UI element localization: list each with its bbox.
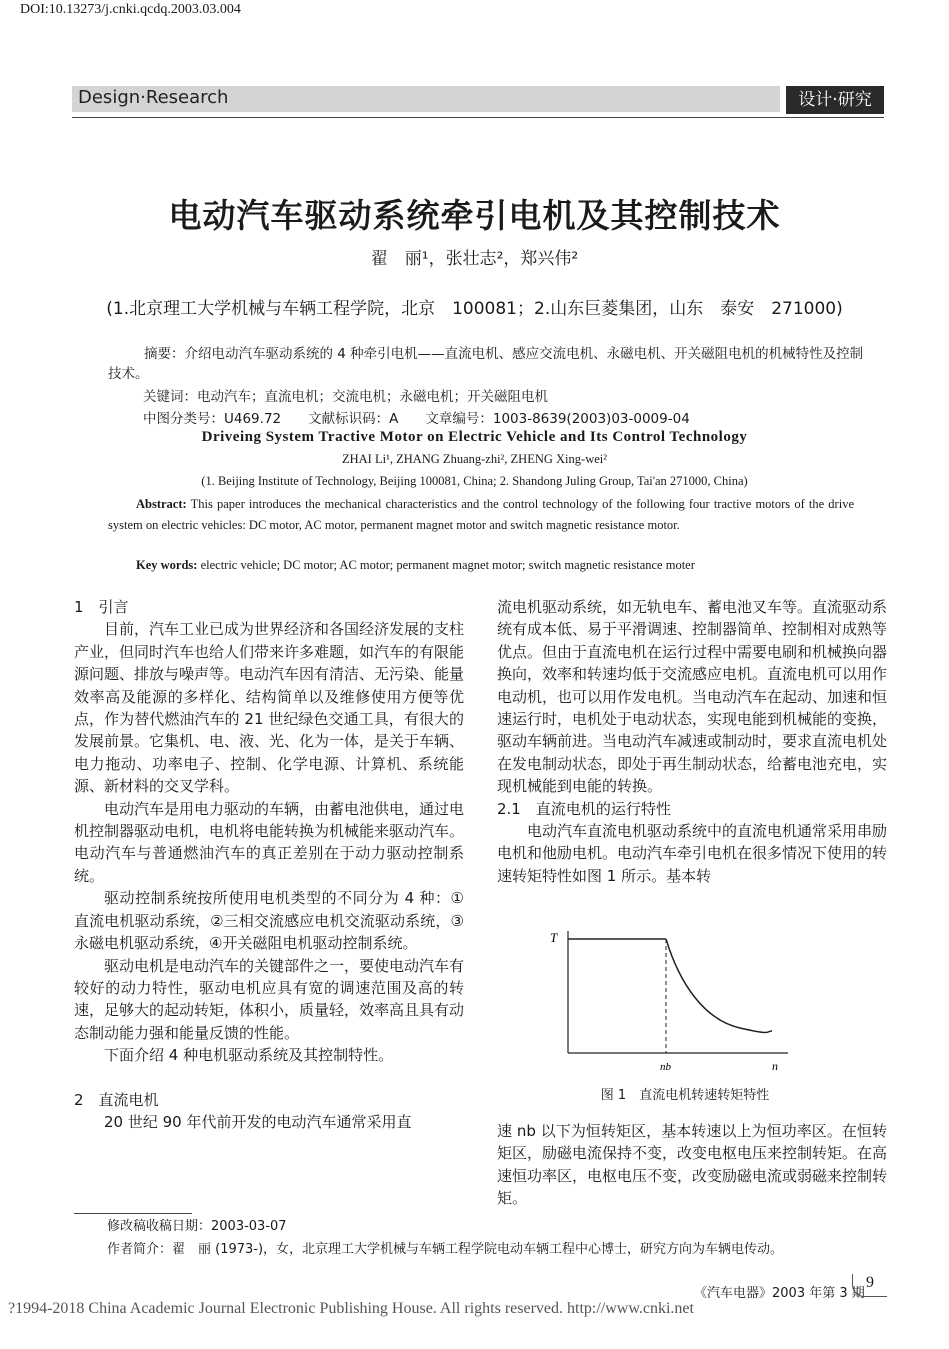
english-authors: ZHAI Li¹, ZHANG Zhuang-zhi², ZHENG Xing-wei² (341, 452, 607, 466)
paper-title: 电动汽车驱动系统牵引电机及其控制技术 (168, 196, 781, 235)
affiliation: (1.北京理工大学机械与车辆工程学院，北京 100081；2.山东巨菱集团，山东 泰安 271000) (106, 299, 843, 319)
english-keywords (136, 558, 695, 573)
classification: 中图分类号：U469.72 文献标识码：A 文章编号：1003-8639(2003)03-0009-04 (143, 411, 690, 427)
constant-power-curve (666, 939, 772, 1033)
authors: 翟 丽¹，张壮志²，郑兴伟² (370, 249, 579, 269)
figure-caption: 图 1 直流电机转速转矩特性 (600, 1088, 770, 1103)
header-section-en: Design·Research (78, 87, 229, 108)
footnote-divider (74, 1213, 192, 1214)
right-column (497, 596, 887, 887)
keywords-text: electric vehicle; DC motor; AC motor; permanent magnet motor; switch magnetic resistance moter (197, 558, 695, 572)
header-divider (72, 117, 884, 118)
paragraph: 20 世纪 90 年代前开发的电动汽车通常采用直 (104, 1112, 412, 1131)
paragraph: 驱动控制系统按所使用电机类型的不同分为 4 种：①直流电机驱动系统，②三相交流感应电机交流驱动系统，③永磁电机驱动系统，④开关磁阻电机驱动控制系统。 (74, 889, 464, 953)
english-affiliation: (1. Beijing Institute of Technology, Beijing 100081, China; 2. Shandong Juling Group, Tai'an 271000, China) (201, 474, 748, 488)
header-section-cn: 设计·研究 (786, 86, 884, 114)
doi-text: DOI:10.13273/j.cnki.qcdq.2003.03.004 (20, 2, 241, 17)
paragraph: 电动汽车是用电力驱动的车辆，由蓄电池供电，通过电机控制器驱动电机，电机将电能转换为机械能来驱动汽车。电动汽车与普通燃油汽车的真正差别在于动力驱动控制系统。 (74, 799, 465, 885)
left-column (74, 596, 464, 1133)
torque-speed-figure (540, 925, 800, 1075)
paragraph: 驱动电机是电动汽车的关键部件之一，要使电动汽车有较好的动力特性，驱动电机应具有宽的调速范围及高的转速，足够大的起动转矩，体积小，质量轻，效率高且具有动态制动能力强和能量反馈的性能。 (74, 956, 465, 1042)
page-number: 9 (852, 1274, 887, 1297)
english-abstract (108, 494, 854, 536)
right-column-continued (497, 1120, 887, 1210)
keywords-label: Key words: (136, 558, 198, 572)
nb-label: nb (660, 1061, 671, 1073)
footnote-bio: 作者简介：翟 丽 (1973-)，女，北京理工大学机械与车辆工程学院电动车辆工程中心博士，研究方向为车辆电传动。 (107, 1242, 784, 1257)
paragraph: 下面介绍 4 种电机驱动系统及其控制特性。 (104, 1046, 394, 1065)
section-heading-dc: 2 直流电机 (74, 1090, 159, 1109)
keywords-cn: 关键词：电动汽车；直流电机；交流电机；永磁电机；开关磁阻电机 (143, 389, 548, 405)
x-axis-label: n (772, 1059, 778, 1073)
paragraph: 流电机驱动系统，如无轨电车、蓄电池叉车等。直流驱动系统有成本低、易于平滑调速、控制器简单、控制相对成熟等优点。但由于直流电机在运行过程中需要电刷和机械换向器换向，效率和转速均低于交流感应电机。直流电机可以用作电动机，也可以用作发电机。当电动汽车在起动、加速和恒速运行时，电机处于电动状态，实现电能到机械能的变换，驱动车辆前进。当电动汽车减速或制动时，要求直流电机处在发电制动状态，即处于再生制动状态，给蓄电池充电，实现机械能到电能的转换。 (497, 598, 888, 796)
abstract-label: Abstract: (136, 497, 187, 511)
paragraph: 电动汽车直流电机驱动系统中的直流电机通常采用串励电机和他励电机。电动汽车牵引电机在很多情况下使用的转速转矩特性如图 1 所示。基本转 (497, 822, 888, 885)
section-heading-intro: 1 引言 (74, 598, 129, 616)
y-axis-label: T (550, 930, 558, 945)
paragraph: 速 nb 以下为恒转矩区，基本转速以上为恒功率区。在恒转矩区，励磁电流保持不变，改变电枢电压来控制转矩。在高速恒功率区，电枢电压不变，改变励磁电流或弱磁来控制转矩。 (497, 1122, 888, 1208)
journal-issue: 《汽车电器》2003 年第 3 期 (694, 1286, 865, 1301)
english-title: Driveing System Tractive Motor on Electric Vehicle and Its Control Technology (201, 429, 748, 445)
paragraph: 目前，汽车工业已成为世界经济和各国经济发展的支柱产业，但同时汽车也给人们带来许多难题，如汽车的有限能源问题、排放与噪声等。电动汽车因有清洁、无污染、能量效率高及能源的多样化、结构简单以及维修使用方便等优点，作为替代燃油汽车的 21 世纪绿色交通工具，有很大的发展前景。它集机、电、液、光、化为一体，是关于车辆、电力拖动、功率电子、控制、化学电源、计算机、系统能源、新材料的交叉学科。 (74, 620, 465, 796)
abstract-text: This paper introduces the mechanical characteristics and the control technology of the following four tractive motors of the drive system on electric vehicles: DC motor, AC motor, permanent magnet motor and switch magnetic resistance motor. (108, 497, 854, 532)
abstract-cn: 摘要：介绍电动汽车驱动系统的 4 种牵引电机——直流电机、感应交流电机、永磁电机、开关磁阻电机的机械特性及控制技术。 (108, 346, 864, 382)
subsection-heading: 2.1 直流电机的运行特性 (497, 799, 671, 818)
copyright-line: ?1994-2018 China Academic Journal Electronic Publishing House. All rights reserved. http://www.cnki.net (8, 1300, 694, 1317)
footnote-received: 修改稿收稿日期：2003-03-07 (107, 1219, 287, 1234)
